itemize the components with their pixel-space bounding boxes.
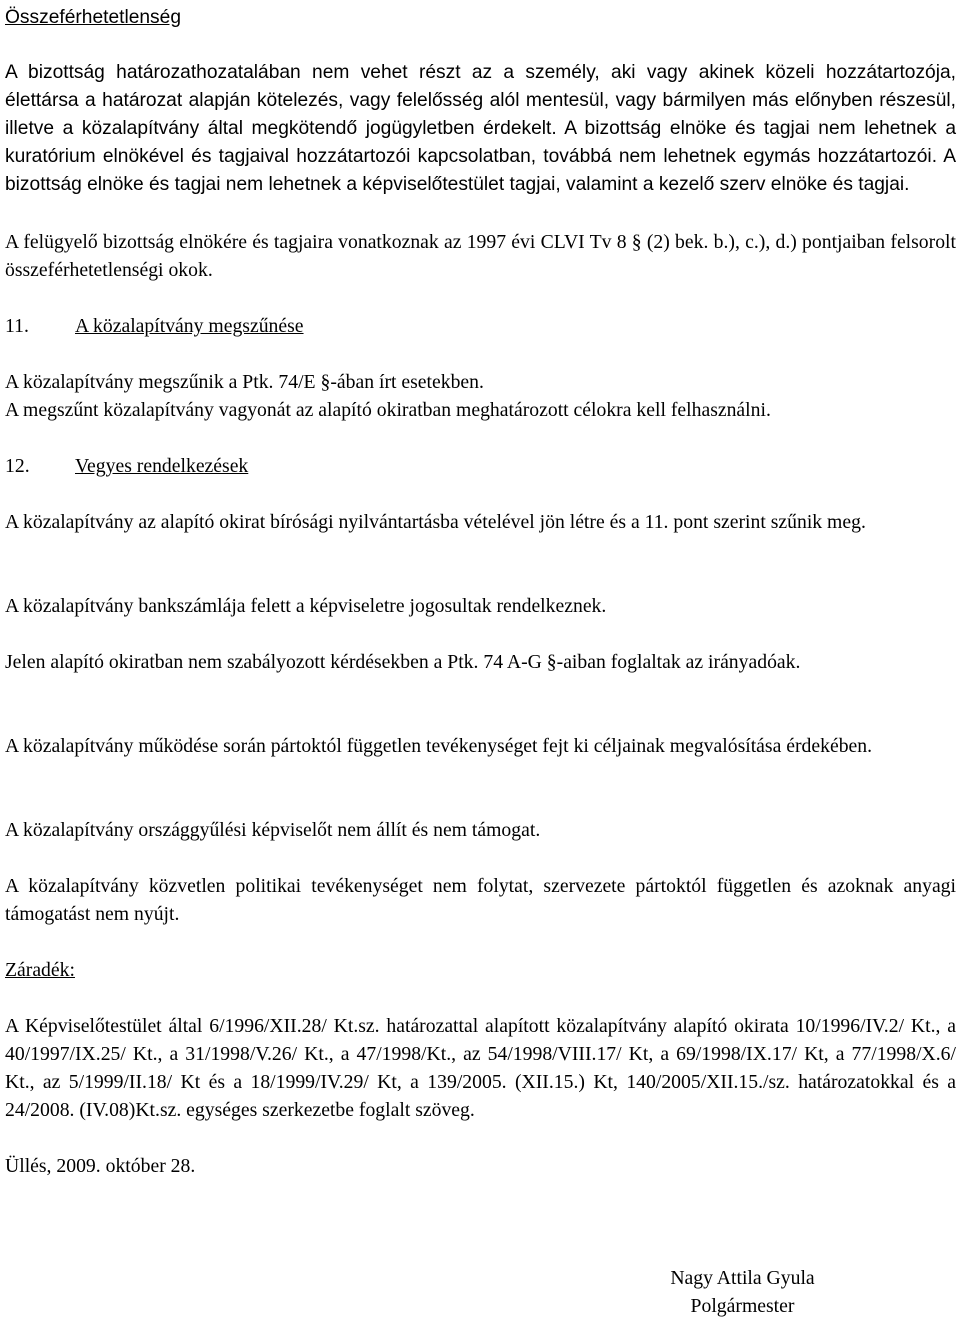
s12-paragraph-5: A közalapítvány országgyűlési képviselőt nem állít és nem támogat. — [5, 819, 541, 841]
s12-paragraph-1: A közalapítvány az alapító okirat bírósági nyilvántartásba vételével jön létre és a 11. pont szerint szűnik meg. — [5, 511, 866, 533]
section-number-11: 11. — [5, 315, 29, 337]
conflict-paragraph-1: A bizottság határozathozatalában nem vehet részt az a személy, aki vagy akinek közeli hozzátartozója, élettársa a határozat alapján kötelezés, vagy felelősség alól mentesül, vagy bármilyen más előnyben részesül, illetve a közalapítvány által megkötendő jogügyletben érdekelt. A bizottság elnöke és tagjai nem lehetnek a kuratórium elnökével és tagjaival hozzátartozói kapcsolatban, továbbá nem lehetnek egymás hozzátartozói. A bizottság elnöke és tagjai nem lehetnek a képviselőtestület tagjai, valamint a kezelő szerv elnöke és tagjai. — [5, 62, 956, 195]
s11-paragraph-2: A megszűnt közalapítvány vagyonát az alapító okiratban meghatározott célokra kell felhasználni. — [5, 399, 771, 421]
conflict-paragraph-2: A felügyelő bizottság elnökére és tagjaira vonatkoznak az 1997 évi CLVI Tv 8 § (2) bek. b.), c.), d.) pontjaiban felsorolt összeférhetetlenségi okok. — [5, 231, 956, 281]
section-title-12: Vegyes rendelkezések — [75, 455, 249, 477]
s12-paragraph-2: A közalapítvány bankszámlája felett a képviseletre jogosultak rendelkeznek. — [5, 595, 607, 617]
clause-paragraph: A Képviselőtestület által 6/1996/XII.28/ Kt.sz. határozattal alapított közalapítvány alapító okirata 10/1996/IV.2/ Kt., a 40/1997/IX.25/ Kt., a 31/1998/V.26/ Kt., a 47/1998/Kt., az 54/1998/VIII.17/ Kt, a 69/1998/IX.17/ Kt, a 77/1998/X.6/ Kt., az 5/1999/II.18/ Kt és a 18/1999/IV.29/ Kt, a 139/2005. (XII.15.) Kt, 140/2005/XII.15./sz. határozatokkal és a 24/2008. (IV.08)Kt.sz. egységes szerkezetbe foglalt szöveg. — [5, 1015, 956, 1121]
section-title-conflict: Összeférhetetlenség — [5, 7, 181, 28]
s11-paragraph-1: A közalapítvány megszűnik a Ptk. 74/E §-ában írt esetekben. — [5, 371, 484, 393]
s12-paragraph-3: Jelen alapító okiratban nem szabályozott kérdésekben a Ptk. 74 A-G §-aiban foglaltak az irányadóak. — [5, 651, 801, 673]
s12-paragraph-6: A közalapítvány közvetlen politikai tevékenységet nem folytat, szervezete pártoktól független és azoknak anyagi támogatást nem nyújt. — [5, 875, 956, 925]
section-heading-11 — [5, 312, 304, 340]
clause-title: Záradék: — [5, 959, 75, 981]
signature-role: Polgármester — [690, 1295, 795, 1317]
section-title-11: A közalapítvány megszűnése — [75, 315, 304, 337]
section-heading-12 — [5, 452, 248, 480]
section-number-12: 12. — [5, 455, 30, 477]
s12-paragraph-4: A közalapítvány működése során pártoktól független tevékenységet fejt ki céljainak megvalósítása érdekében. — [5, 735, 873, 757]
place-date: Üllés, 2009. október 28. — [5, 1155, 196, 1177]
signature-name: Nagy Attila Gyula — [670, 1267, 815, 1289]
